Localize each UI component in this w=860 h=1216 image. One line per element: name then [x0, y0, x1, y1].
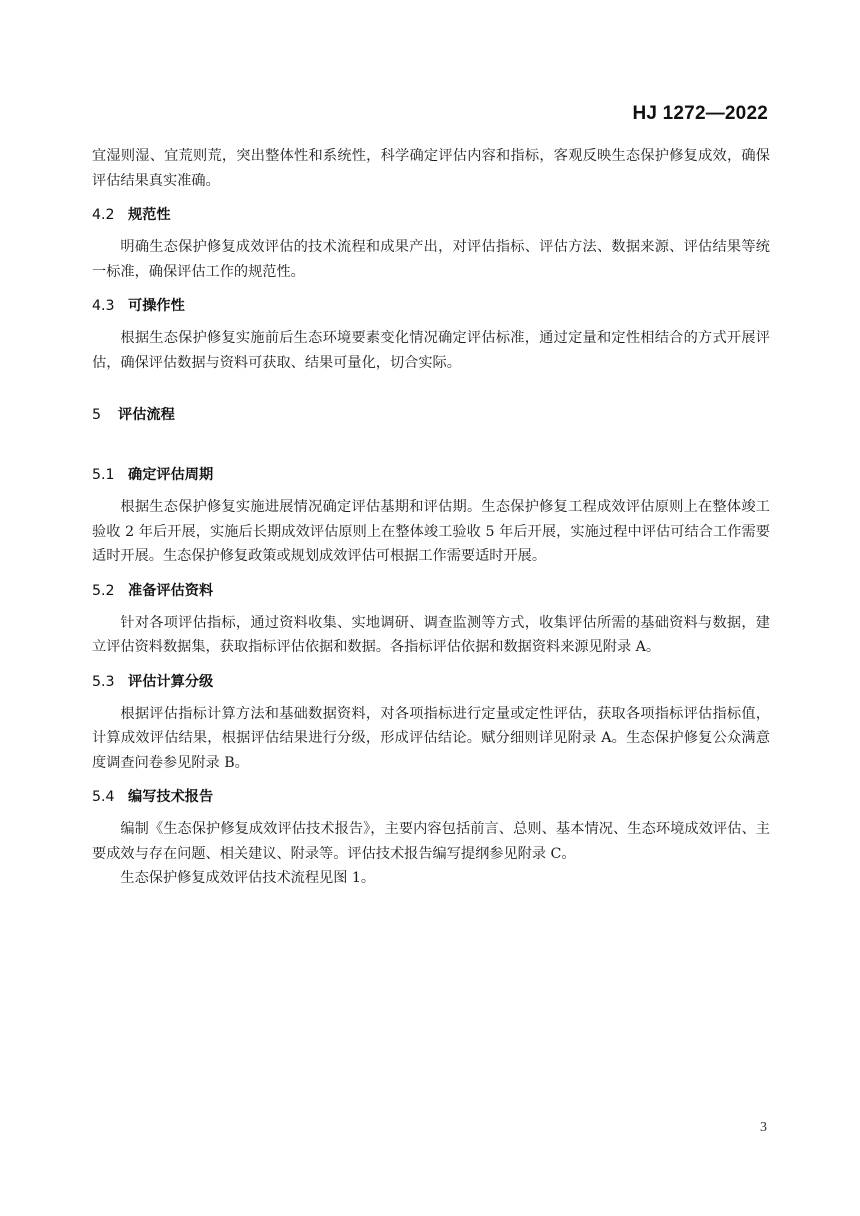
- section-heading: [92, 670, 770, 694]
- page-body: [92, 144, 770, 891]
- section-paragraph: 编制《生态保护修复成效评估技术报告》，主要内容包括前言、总则、基本情况、生态环境成效评估、主要成效与存在问题、相关建议、附录等。评估技术报告编写提纲参见附录 C。: [92, 821, 770, 862]
- section-number: 5.4: [92, 789, 115, 805]
- section-title: 编写技术报告: [128, 789, 214, 805]
- section-paragraph: 明确生态保护修复成效评估的技术流程和成果产出，对评估指标、评估方法、数据来源、评估结果等统一标准，确保评估工作的规范性。: [92, 239, 770, 280]
- section-paragraph: 根据生态保护修复实施前后生态环境要素变化情况确定评估标准，通过定量和定性相结合的方式开展评估，确保评估数据与资料可获取、结果可量化，切合实际。: [92, 330, 770, 371]
- section-title: 规范性: [128, 207, 171, 223]
- section-paragraph: 生态保护修复成效评估技术流程见图 1。: [120, 870, 376, 886]
- section-5-3: [92, 670, 770, 776]
- document-code: HJ 1272—2022: [632, 103, 768, 124]
- section-title: 准备评估资料: [128, 582, 214, 599]
- section-paragraph: 根据生态保护修复实施进展情况确定评估基期和评估期。生态保护修复工程成效评估原则上在整体竣工验收 2 年后开展，实施后长期成效评估原则上在整体竣工验收 5 年后开展，实施过程中评估可结合工作需要适时开展。生态保护修复政策或规划成效评估可根据工作需要适时开展。: [92, 499, 770, 564]
- section-title: 评估计算分级: [128, 673, 214, 690]
- section-heading: [92, 579, 770, 603]
- section-heading: [92, 785, 770, 809]
- section-heading: [92, 203, 770, 227]
- continuation-paragraph: 宜湿则湿、宜荒则荒，突出整体性和系统性，科学确定评估内容和指标，客观反映生态保护修复成效，确保评估结果真实准确。: [92, 148, 770, 189]
- page-number: 3: [760, 1120, 767, 1135]
- section-5-4: [92, 785, 770, 891]
- section-number: 5.3: [92, 673, 115, 690]
- section-5-2: [92, 579, 770, 660]
- section-number: 5.2: [92, 582, 115, 599]
- section-number: 5.1: [92, 467, 115, 483]
- section-title: 可操作性: [128, 298, 185, 314]
- section-paragraph: 根据评估指标计算方法和基础数据资料，对各项指标进行定量或定性评估，获取各项指标评估指标值，计算成效评估结果，根据评估结果进行分级，形成评估结论。赋分细则详见附录 A。生态保护修复公众满意度调查问卷参见附录 B。: [92, 705, 770, 771]
- section-number: 4.2: [92, 207, 115, 223]
- section-heading: [92, 463, 770, 487]
- chapter-number: 5: [92, 407, 102, 423]
- section-5: [92, 403, 770, 427]
- section-4-2: [92, 203, 770, 284]
- chapter-heading: [92, 403, 770, 427]
- section-number: 4.3: [92, 298, 115, 314]
- section-paragraph: 针对各项评估指标，通过资料收集、实地调研、调查监测等方式，收集评估所需的基础资料与数据，建立评估资料数据集，获取指标评估依据和数据。各指标评估依据和数据资料来源见附录 A。: [92, 614, 770, 655]
- section-5-1: [92, 463, 770, 569]
- section-heading: [92, 294, 770, 318]
- section-4-3: [92, 294, 770, 375]
- section-title: 确定评估周期: [128, 467, 214, 483]
- chapter-title: 评估流程: [118, 407, 175, 423]
